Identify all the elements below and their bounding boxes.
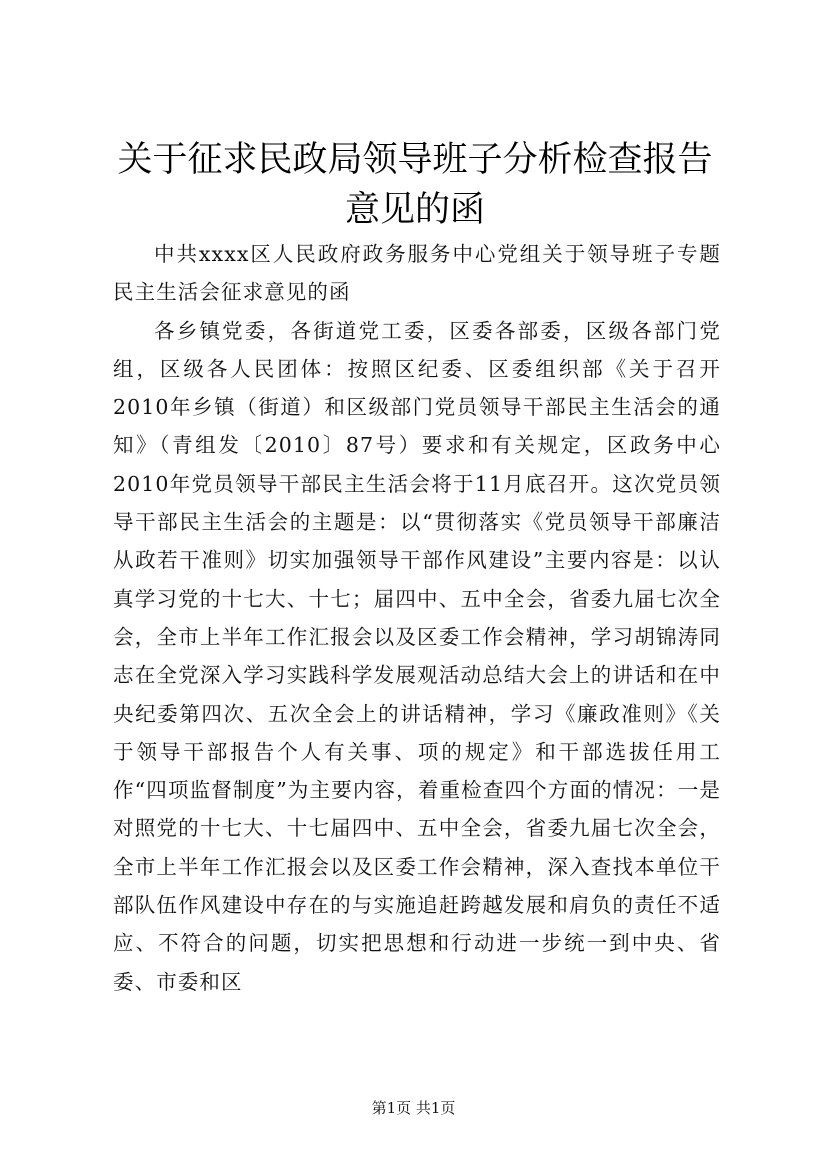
page-footer: 第1页 共1页 [371,1099,456,1117]
document-body [113,235,721,1001]
paragraph-heading: 中共xxxx区人民政府政务服务中心党组关于领导班子专题民主生活会征求意见的函 [113,242,721,305]
document-title: 关于征求民政局领导班子分析检查报告意见的函 [117,140,713,230]
paragraph-main: 各乡镇党委，各街道党工委，区委各部委，区级各部门党组，区级各人民团体：按照区纪委、区委组织部《关于召开2010年乡镇（街道）和区级部门党员领导干部民主生活会的通知》（青组发〔2010〕87号）要求和有关规定，区政务中心2010年党员领导干部民主生活会将于11月底召开。这次党员领导干部民主生活会的主题是：以“贯彻落实《党员领导干部廉洁从政若干准则》切实加强领导干部作风建设”主要内容是：以认真学习党的十七大、十七；届四中、五中全会，省委九届七次全会，全市上半年工作汇报会以及区委工作会精神，学习胡锦涛同志在全党深入学习实践科学发展观活动总结大会上的讲话和在中央纪委第四次、五次全会上的讲话精神，学习《廉政准则》《关于领导干部报告个人有关事、项的规定》和干部选拔任用工作“四项监督制度”为主要内容，着重检查四个方面的情况：一是对照党的十七大、十七届四中、五中全会，省委九届七次全会，全市上半年工作汇报会以及区委工作会精神，深入查找本单位干部队伍作风建设中存在的与实施追赶跨越发展和肩负的责任不适应、不符合的问题，切实把思想和行动进一步统一到中央、省委、市委和区 [113,318,721,994]
